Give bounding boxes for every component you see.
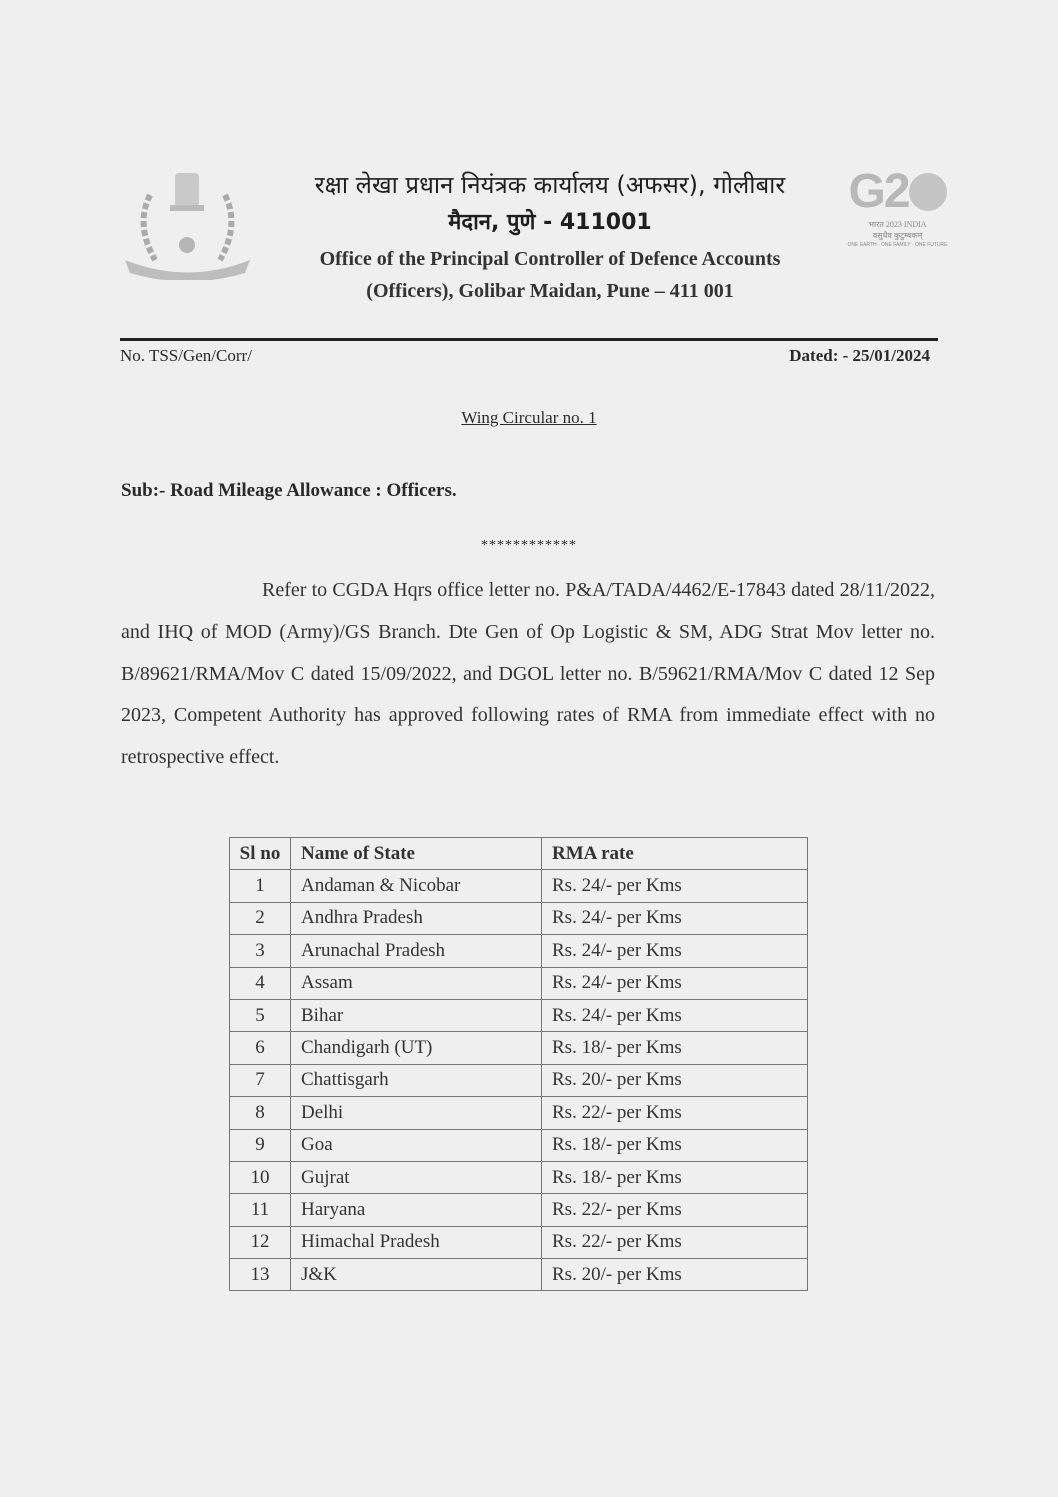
table-row	[230, 967, 808, 999]
cell-rma-rate: Rs. 18/- per Kms	[542, 1161, 808, 1193]
cell-state: Himachal Pradesh	[291, 1226, 542, 1258]
cell-sl-no: 13	[230, 1259, 291, 1291]
cell-sl-no: 4	[230, 967, 291, 999]
cell-sl-no: 11	[230, 1194, 291, 1226]
separator: ************	[481, 538, 577, 553]
office-address-english: (Officers), Golibar Maidan, Pune – 411 001	[366, 280, 734, 302]
date: Dated: - 25/01/2024	[789, 346, 930, 365]
table-row	[230, 1064, 808, 1096]
cell-state: Assam	[291, 967, 542, 999]
table-row	[230, 1129, 808, 1161]
cell-state: Delhi	[291, 1097, 542, 1129]
cell-state: Andaman & Nicobar	[291, 870, 542, 902]
cell-rma-rate: Rs. 22/- per Kms	[542, 1194, 808, 1226]
reference-number: No. TSS/Gen/Corr/	[120, 346, 252, 365]
table-row	[230, 1032, 808, 1064]
body-paragraph: Refer to CGDA Hqrs office letter no. P&A/TADA/4462/E-17843 dated 28/11/2022, and IHQ of MOD (Army)/GS Branch. Dte Gen of Op Logistic & SM, ADG Strat Mov letter no. B/89621/RMA/Mov C dated 15/09/2022, and DGOL letter no. B/59621/RMA/Mov C dated 12 Sep 2023, Competent Authority has approved following rates of RMA from immediate effect with no retrospective effect.	[121, 579, 935, 769]
cell-state: Haryana	[291, 1194, 542, 1226]
cell-rma-rate: Rs. 20/- per Kms	[542, 1259, 808, 1291]
g20-logo: G2 भारत 2023 INDIA वसुधैव कुटुम्बकम् ONE EARTH · ONE FAMILY · ONE FUTURE	[835, 165, 960, 290]
table-row	[230, 1194, 808, 1226]
table-row	[230, 1259, 808, 1291]
cell-rma-rate: Rs. 24/- per Kms	[542, 935, 808, 967]
table-row	[230, 1226, 808, 1258]
cell-rma-rate: Rs. 24/- per Kms	[542, 999, 808, 1031]
cell-sl-no: 2	[230, 902, 291, 934]
rma-rates-table	[229, 837, 808, 1291]
cell-sl-no: 1	[230, 870, 291, 902]
cell-sl-no: 12	[230, 1226, 291, 1258]
g20-text-2: वसुधैव कुटुम्बकम्	[872, 231, 923, 240]
cell-rma-rate: Rs. 24/- per Kms	[542, 967, 808, 999]
cell-state: Bihar	[291, 999, 542, 1031]
cell-sl-no: 10	[230, 1161, 291, 1193]
cell-state: Gujrat	[291, 1161, 542, 1193]
cell-state: Chandigarh (UT)	[291, 1032, 542, 1064]
cell-rma-rate: Rs. 24/- per Kms	[542, 902, 808, 934]
cell-state: Andhra Pradesh	[291, 902, 542, 934]
circular-title: Wing Circular no. 1	[461, 408, 597, 427]
table-row	[230, 999, 808, 1031]
g20-text-3: ONE EARTH · ONE FAMILY · ONE FUTURE	[847, 242, 948, 248]
office-name-english: Office of the Principal Controller of Defence Accounts	[319, 248, 781, 270]
cell-state: Goa	[291, 1129, 542, 1161]
cell-state: J&K	[291, 1259, 542, 1291]
table-row	[230, 935, 808, 967]
cell-rma-rate: Rs. 22/- per Kms	[542, 1226, 808, 1258]
table-row	[230, 1161, 808, 1193]
table-row	[230, 902, 808, 934]
subject: Sub:- Road Mileage Allowance : Officers.	[121, 480, 457, 501]
office-name-hindi: रक्षा लेखा प्रधान नियंत्रक कार्यालय (अफसर), गोलीबार	[314, 171, 786, 199]
cell-sl-no: 6	[230, 1032, 291, 1064]
cell-sl-no: 8	[230, 1097, 291, 1129]
header-sl-no: Sl no	[230, 838, 291, 870]
cell-rma-rate: Rs. 20/- per Kms	[542, 1064, 808, 1096]
header-divider	[120, 338, 938, 341]
office-address-hindi: मैदान, पुणे - 411001	[448, 210, 652, 235]
cell-rma-rate: Rs. 18/- per Kms	[542, 1129, 808, 1161]
cell-sl-no: 9	[230, 1129, 291, 1161]
table-row	[230, 1097, 808, 1129]
table-header-row	[230, 838, 808, 870]
g20-text-1: भारत 2023 INDIA	[868, 220, 927, 229]
cell-sl-no: 5	[230, 999, 291, 1031]
cell-sl-no: 3	[230, 935, 291, 967]
cell-state: Arunachal Pradesh	[291, 935, 542, 967]
cell-sl-no: 7	[230, 1064, 291, 1096]
header-state: Name of State	[291, 838, 542, 870]
emblem-logo	[120, 165, 255, 280]
table-row	[230, 870, 808, 902]
cell-state: Chattisgarh	[291, 1064, 542, 1096]
cell-rma-rate: Rs. 24/- per Kms	[542, 870, 808, 902]
cell-rma-rate: Rs. 22/- per Kms	[542, 1097, 808, 1129]
cell-rma-rate: Rs. 18/- per Kms	[542, 1032, 808, 1064]
header-rma-rate: RMA rate	[542, 838, 808, 870]
